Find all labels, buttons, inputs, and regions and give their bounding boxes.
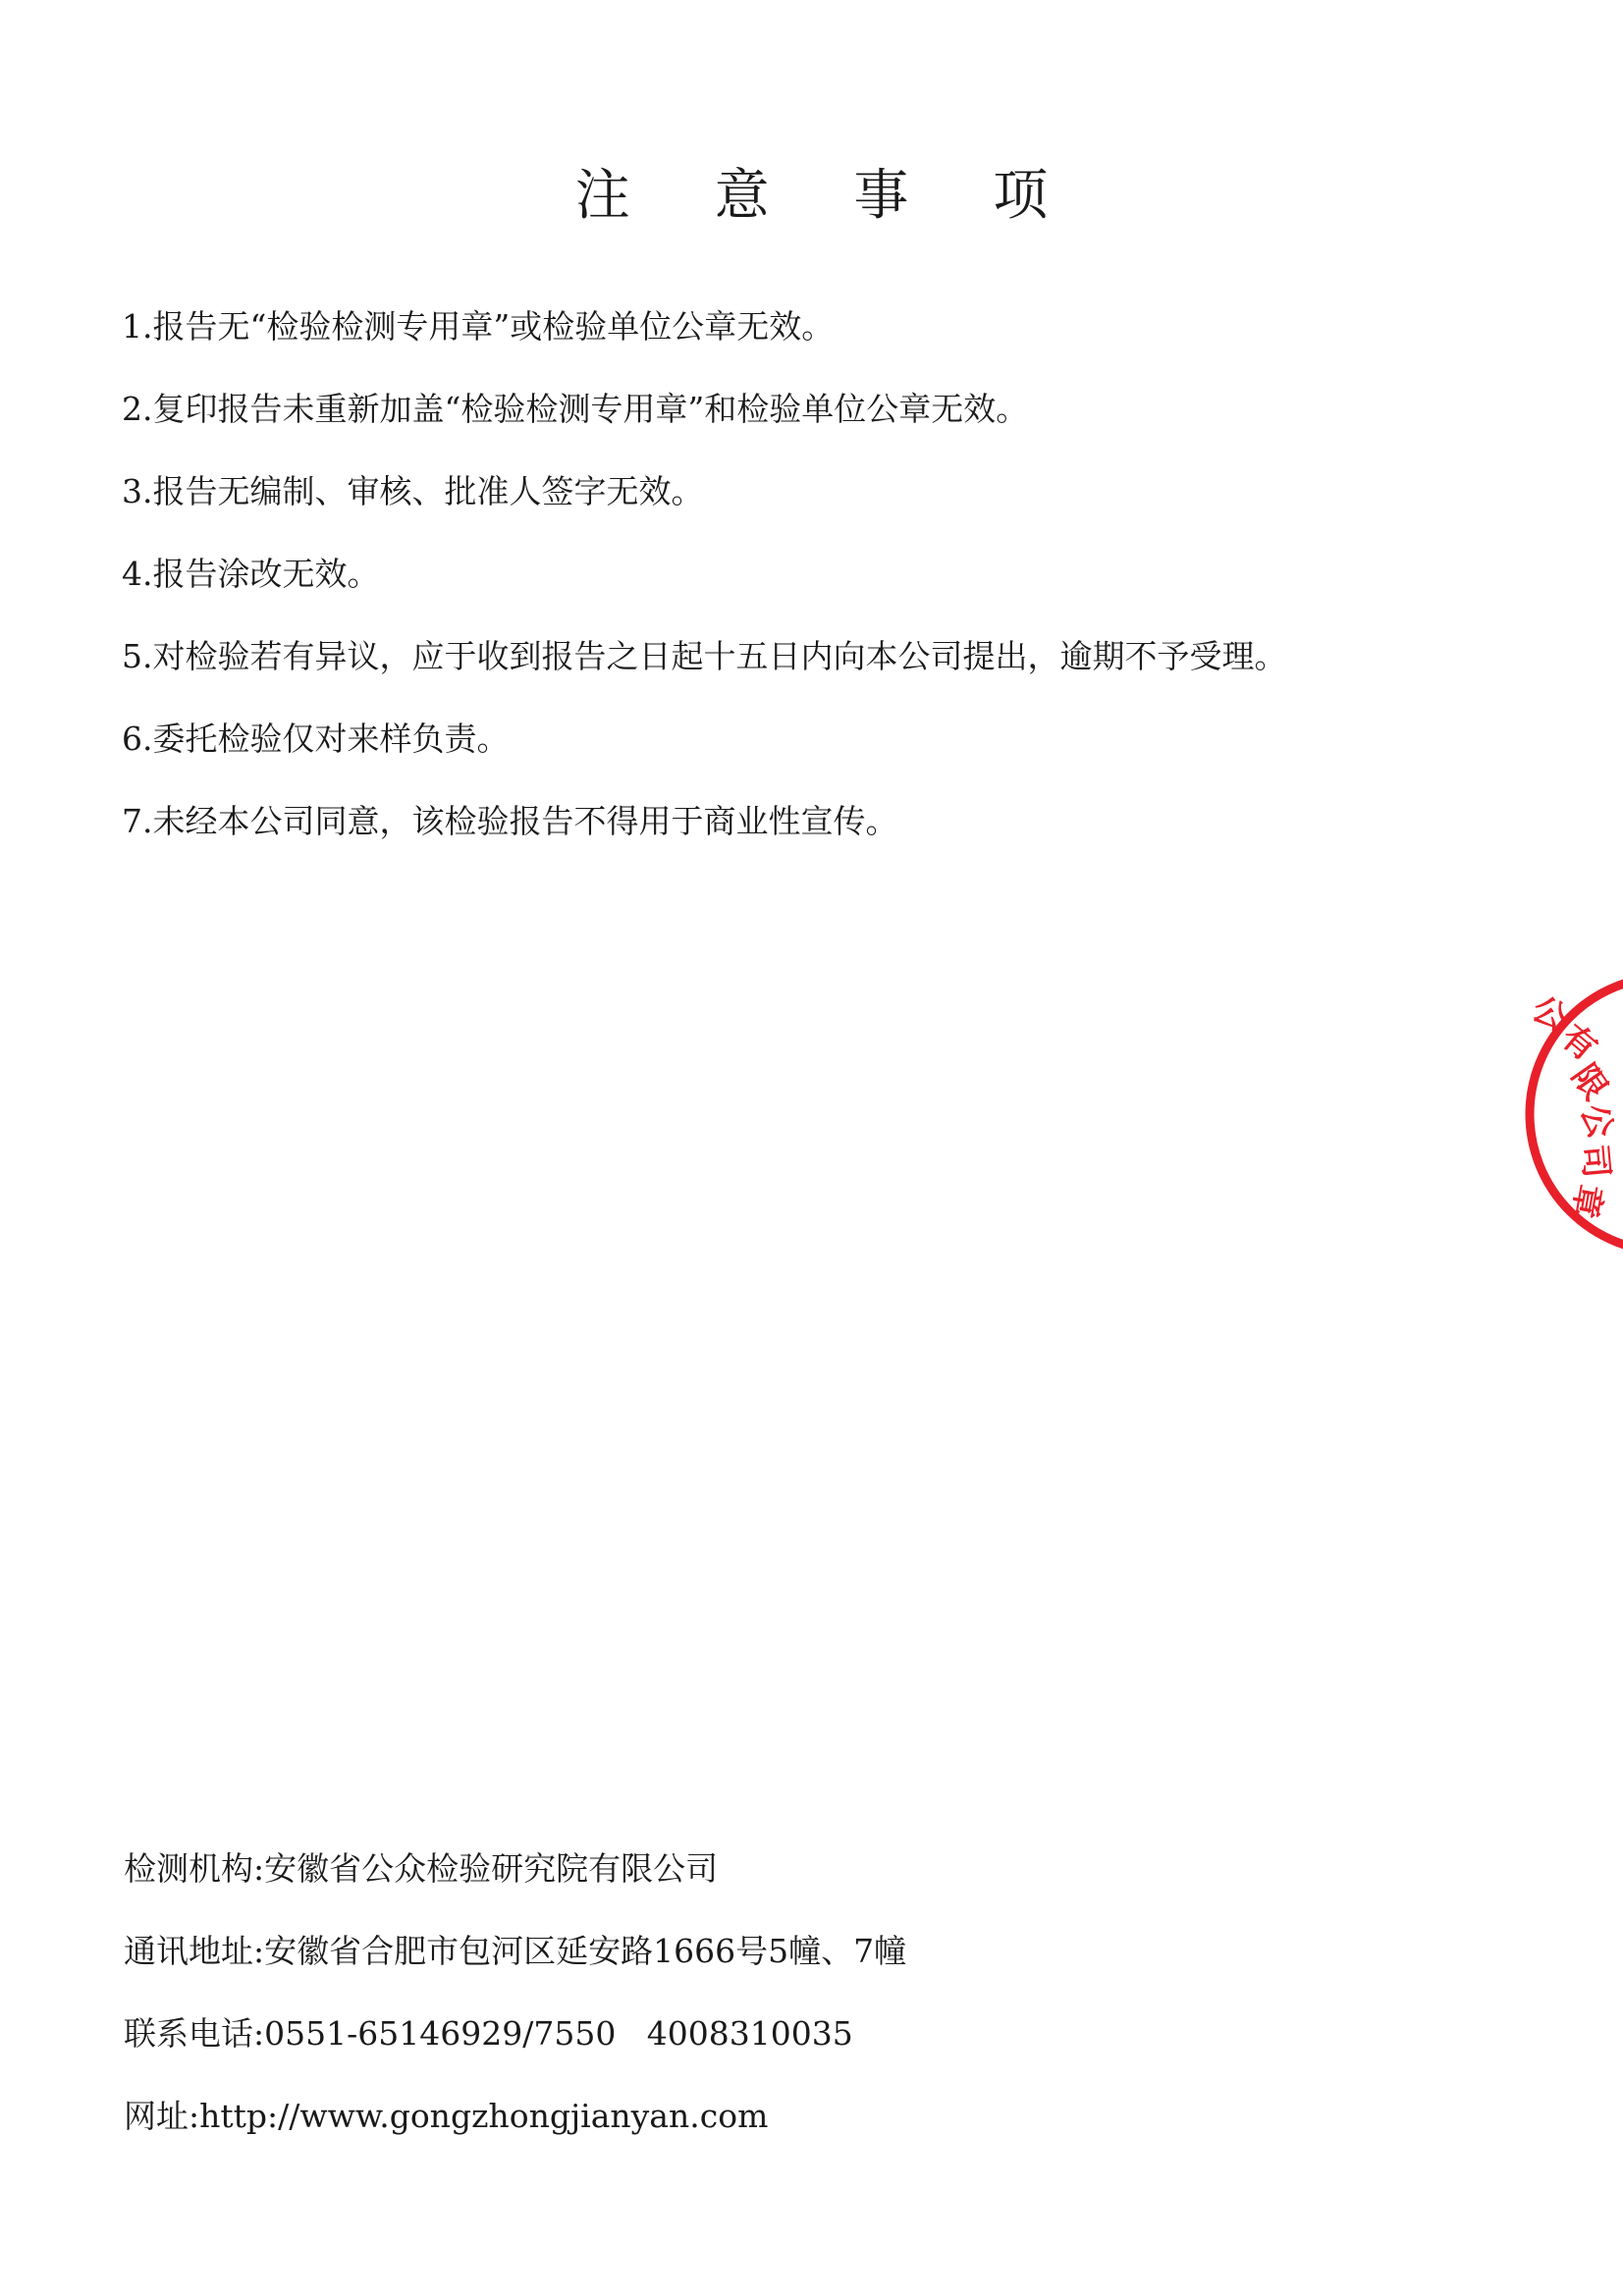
notice-text: 报告无“检验检测专用章”或检验单位公章无效。: [152, 307, 835, 346]
phone-value: 0551-65146929/7550 4008310035: [264, 2014, 853, 2053]
notice-text: 对检验若有异议，应于收到报告之日起十五日内向本公司提出，逾期不予受理。: [152, 637, 1287, 675]
notice-item-1: [122, 299, 1555, 382]
notice-text: 复印报告未重新加盖“检验检测专用章”和检验单位公章无效。: [152, 390, 1029, 428]
svg-text:公: 公: [1525, 988, 1574, 1040]
footer-institution: [124, 1842, 1302, 1924]
seal-stamp-icon: [1520, 967, 1623, 1261]
website-link[interactable]: http://www.gongzhongjianyan.com: [199, 2097, 769, 2135]
website-label: 网址:: [124, 2097, 200, 2135]
footer-phone: [124, 2006, 1302, 2089]
institution-value: 安徽省公众检验研究院有限公司: [264, 1849, 719, 1888]
notice-text: 报告涂改无效。: [152, 555, 380, 593]
svg-text:限: 限: [1563, 1057, 1615, 1108]
company-seal: [1520, 967, 1623, 1261]
notice-item-5: [122, 629, 1555, 712]
footer-website: [124, 2089, 1302, 2171]
address-value: 安徽省合肥市包河区延安路1666号5幢、7幢: [264, 1932, 907, 1970]
notice-number: 7.: [122, 802, 153, 840]
notice-number: 3.: [122, 472, 153, 510]
notice-item-7: [122, 794, 1555, 877]
svg-text:公: 公: [1572, 1098, 1621, 1145]
address-label: 通讯地址:: [124, 1932, 265, 1970]
institution-label: 检测机构:: [124, 1849, 265, 1888]
phone-label: 联系电话:: [124, 2014, 265, 2053]
notice-number: 6.: [122, 720, 153, 758]
svg-text:有: 有: [1553, 1017, 1604, 1069]
notice-text: 未经本公司同意，该检验报告不得用于商业性宣传。: [152, 802, 898, 840]
footer-contact: [124, 1842, 1302, 2171]
notice-number: 1.: [122, 307, 153, 346]
notice-number: 5.: [122, 637, 153, 675]
notice-text: 报告无编制、审核、批准人签字无效。: [152, 472, 704, 510]
notice-number: 4.: [122, 555, 153, 593]
footer-address: [124, 1924, 1302, 2006]
page-title: 注 意 事 项: [574, 164, 1082, 228]
svg-text:司: 司: [1574, 1143, 1616, 1180]
notice-list: [122, 299, 1555, 877]
notice-item-2: [122, 382, 1555, 464]
svg-text:章: 章: [1564, 1181, 1609, 1221]
notice-item-6: [122, 712, 1555, 794]
notice-item-4: [122, 547, 1555, 629]
notice-number: 2.: [122, 390, 153, 428]
notice-item-3: [122, 464, 1555, 547]
notice-text: 委托检验仅对来样负责。: [152, 720, 510, 758]
